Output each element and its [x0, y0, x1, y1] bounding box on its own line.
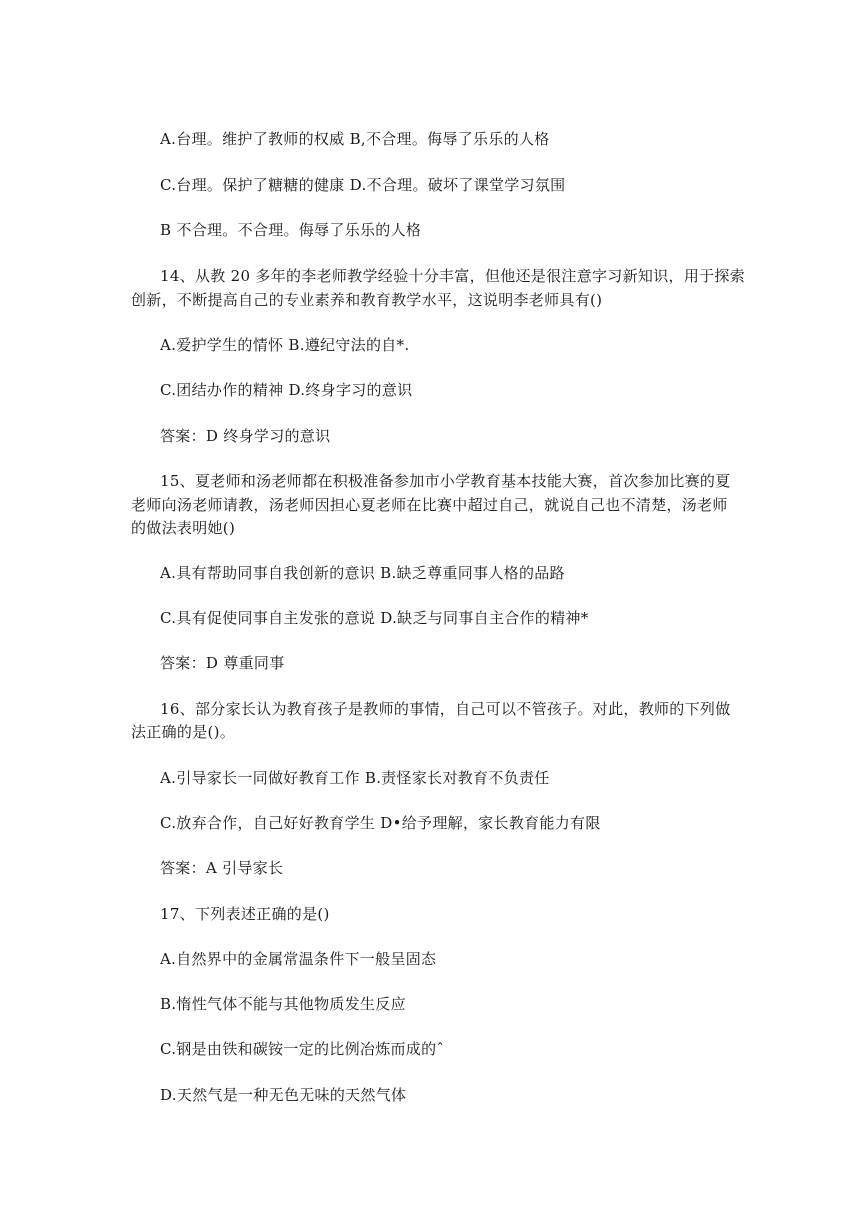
option-line: A.爱护学生的情怀 B.遵纪守法的自*. [160, 336, 410, 354]
option-line: A.引导家长一同做好教育工作 B.责怪家长对教育不负责任 [160, 769, 550, 787]
question-17-line-1: 17、下列表述正确的是() [160, 905, 330, 923]
question-16-line-2: 法正确的是()。 [131, 723, 236, 741]
option-line: C.具有促使同事自主发张的意说 D.缺乏与同事自主合作的精神* [160, 609, 589, 627]
option-line: C.台理。保护了糖糖的健康 D.不合理。破坏了课堂学习氛围 [160, 176, 566, 194]
option-line: D.天然气是一种无色无味的天然气体 [160, 1086, 407, 1104]
option-line: A.台理。维护了教师的权威 B,不合理。侮辱了乐乐的人格 [160, 130, 550, 148]
option-line: A.具有帮助同事自我创新的意识 B.缺乏尊重同事人格的品路 [160, 564, 565, 582]
option-line: B.惰性气体不能与其他物质发生反应 [160, 995, 406, 1013]
option-line: C.团结办作的精神 D.终身字习的意识 [160, 381, 413, 399]
question-15-line-2: 老师向汤老师请教，汤老师因担心夏老师在比赛中超过自己，就说自己也不清楚，汤老师 [131, 496, 728, 514]
option-line: C.钢是由铁和碳铵一定的比例冶炼而成的ˆ [160, 1040, 445, 1058]
answer-line: 答案：D 尊重同事 [160, 654, 285, 672]
question-16-line-1: 16、部分家长认为教育孩子是教师的事情，自己可以不管孩子。对此，教师的下列做 [160, 700, 731, 718]
question-15-line-1: 15、夏老师和汤老师都在积极准备参加市小学教育基本技能大赛，首次参加比赛的夏 [160, 472, 731, 490]
question-15-line-3: 的做法表明她() [131, 519, 236, 537]
answer-line: 答案：A 引导家长 [160, 859, 284, 877]
question-14-line-2: 创新，不断提高自己的专业素养和教育教学水平，这说明李老师具有() [131, 291, 603, 309]
answer-line: B 不合理。不合理。侮辱了乐乐的人格 [160, 221, 422, 239]
option-line: A.自然界中的金属常温条件下一般呈固态 [160, 950, 437, 968]
question-14-line-1: 14、从教 20 多年的李老师教学经验十分丰富，但他还是很注意字习新知识，用于探索 [160, 267, 746, 285]
option-line: C.放弃合作，自己好好教育学生 D•给予理解，家长教育能力有限 [160, 814, 601, 832]
answer-line: 答案：D 终身学习的意识 [160, 427, 331, 445]
